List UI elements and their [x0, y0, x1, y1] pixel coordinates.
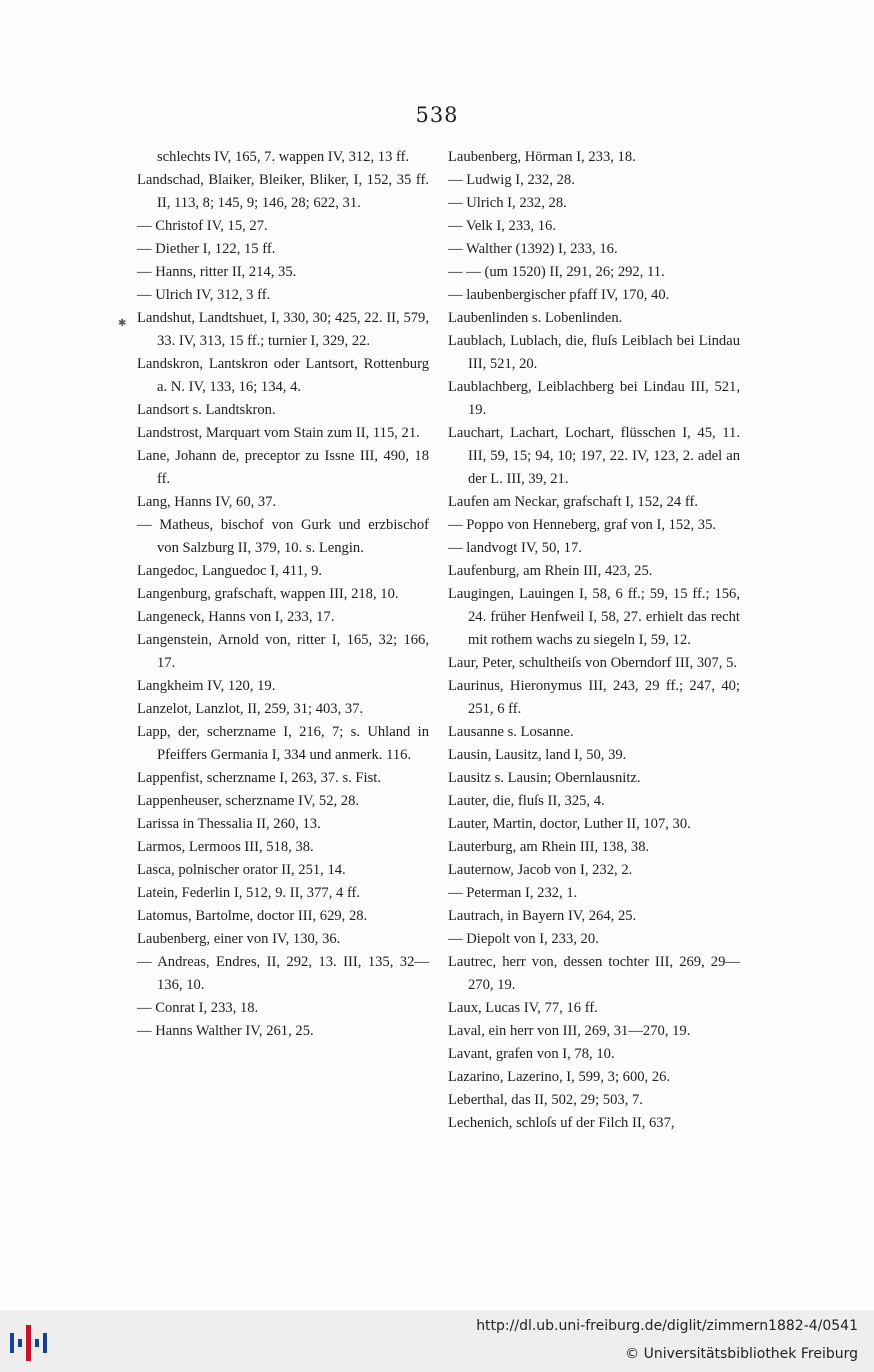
index-column-left: [137, 146, 429, 1043]
index-entry: Landstrost, Marquart vom Stain zum II, 115, 21.: [137, 425, 420, 441]
index-entry: — Walther (1392) I, 233, 16.: [448, 241, 618, 257]
index-entry: Lautrach, in Bayern IV, 264, 25.: [448, 908, 637, 924]
index-entry: Leberthal, das II, 502, 29; 503, 7.: [448, 1092, 643, 1108]
index-entry: Langenstein, Arnold von, ritter I, 165, 32; 166, 17.: [137, 632, 429, 671]
index-entry: Lauter, Martin, doctor, Luther II, 107, 30.: [448, 816, 691, 832]
index-entry: — landvogt IV, 50, 17.: [448, 540, 582, 556]
index-entry: Lauterburg, am Rhein III, 138, 38.: [448, 839, 650, 855]
index-entry: Langeneck, Hanns von I, 233, 17.: [137, 609, 335, 625]
index-entry: Lazarino, Lazerino, I, 599, 3; 600, 26.: [448, 1069, 671, 1085]
index-entry: Laur, Peter, schultheiſs von Oberndorf III, 307, 5.: [448, 655, 738, 671]
index-entry: Lang, Hanns IV, 60, 37.: [137, 494, 277, 510]
index-entry: Laublach, Lublach, die, fluſs Leiblach bei Lindau III, 521, 20.: [448, 333, 740, 372]
index-entry: Laufenburg, am Rhein III, 423, 25.: [448, 563, 653, 579]
index-entry: — — (um 1520) II, 291, 26; 292, 11.: [448, 264, 665, 280]
index-entry: Langenburg, grafschaft, wappen III, 218, 10.: [137, 586, 399, 602]
footer-url-link[interactable]: http://dl.ub.uni-freiburg.de/diglit/zimmern1882-4/0541: [476, 1318, 858, 1334]
index-entry: — Andreas, Endres, II, 292, 13. III, 135, 32—136, 10.: [137, 954, 429, 993]
index-entry: Landskron, Lantskron oder Lantsort, Rottenburg a. N. IV, 133, 16; 134, 4.: [137, 356, 429, 395]
index-entry: Lapp, der, scherzname I, 216, 7; s. Uhland in Pfeiffers Germania I, 334 und anmerk. 116.: [137, 724, 429, 763]
index-entry: — Hanns Walther IV, 261, 25.: [137, 1023, 314, 1039]
index-entry: — Diepolt von I, 233, 20.: [448, 931, 599, 947]
index-column-right: [448, 146, 740, 1135]
index-entry: Lausin, Lausitz, land I, 50, 39.: [448, 747, 627, 763]
index-entry: schlechts IV, 165, 7. wappen IV, 312, 13 ff.: [157, 149, 410, 165]
index-entry: — Hanns, ritter II, 214, 35.: [137, 264, 297, 280]
index-entry: Landsort s. Landtskron.: [137, 402, 276, 418]
index-entry: Lane, Johann de, preceptor zu Issne III, 490, 18 ff.: [137, 448, 429, 487]
index-entry: Landschad, Blaiker, Bleiker, Bliker, I, 152, 35 ff. II, 113, 8; 145, 9; 146, 28; 622, 31.: [137, 172, 429, 211]
index-entry: Lausitz s. Lausin; Obernlausnitz.: [448, 770, 641, 786]
index-entry: Lappenheuser, scherzname IV, 52, 28.: [137, 793, 360, 809]
index-entry: — Ulrich IV, 312, 3 ff.: [137, 287, 271, 303]
index-entry: Larmos, Lermoos III, 518, 38.: [137, 839, 314, 855]
index-entry: — Peterman I, 232, 1.: [448, 885, 578, 901]
index-entry: Latomus, Bartolme, doctor III, 629, 28.: [137, 908, 368, 924]
index-entry: Laubenlinden s. Lobenlinden.: [448, 310, 623, 326]
index-entry: Lappenfist, scherzname I, 263, 37. s. Fist.: [137, 770, 381, 786]
index-entry: Larissa in Thessalia II, 260, 13.: [137, 816, 321, 832]
index-entry: Lauternow, Jacob von I, 232, 2.: [448, 862, 633, 878]
index-entry: Lauter, die, fluſs II, 325, 4.: [448, 793, 605, 809]
index-entry: Latein, Federlin I, 512, 9. II, 377, 4 ff.: [137, 885, 361, 901]
margin-mark: ✱: [118, 318, 127, 329]
index-entry: Laubenberg, einer von IV, 130, 36.: [137, 931, 341, 947]
index-entry: — Matheus, bischof von Gurk und erzbischof von Salzburg II, 379, 10. s. Lengin.: [137, 517, 429, 556]
index-entry: Laval, ein herr von III, 269, 31—270, 19.: [448, 1023, 691, 1039]
index-entry: — Conrat I, 233, 18.: [137, 1000, 259, 1016]
index-entry: — Poppo von Henneberg, graf von I, 152, 35.: [448, 517, 717, 533]
ub-freiburg-logo-icon[interactable]: [8, 1321, 52, 1365]
index-entry: Lautrec, herr von, dessen tochter III, 269, 29—270, 19.: [448, 954, 740, 993]
index-entry: — Ludwig I, 232, 28.: [448, 172, 575, 188]
index-entry: Lausanne s. Losanne.: [448, 724, 574, 740]
index-entry: Langkheim IV, 120, 19.: [137, 678, 276, 694]
index-entry: Laufen am Neckar, grafschaft I, 152, 24 ff.: [448, 494, 698, 510]
index-entry: — laubenbergischer pfaff IV, 170, 40.: [448, 287, 670, 303]
index-entry: — Velk I, 233, 16.: [448, 218, 556, 234]
index-entry: Laugingen, Lauingen I, 58, 6 ff.; 59, 15 ff.; 156, 24. früher Henfweil I, 58, 27. erhielt das recht mit rothem wachs zu siegeln I, 59, 12.: [448, 586, 740, 648]
index-entry: Laublachberg, Leiblachberg bei Lindau III, 521, 19.: [448, 379, 740, 418]
index-entry: — Diether I, 122, 15 ff.: [137, 241, 276, 257]
index-entry: Laux, Lucas IV, 77, 16 ff.: [448, 1000, 598, 1016]
index-entry: Lechenich, schloſs uf der Filch II, 637,: [448, 1115, 675, 1131]
index-entry: — Ulrich I, 232, 28.: [448, 195, 567, 211]
index-entry: Landshut, Landtshuet, I, 330, 30; 425, 22. II, 579, 33. IV, 313, 15 ff.; turnier I, 329, 22.: [137, 310, 429, 349]
footer-copyright: © Universitätsbibliothek Freiburg: [625, 1346, 858, 1362]
index-entry: Langedoc, Languedoc I, 411, 9.: [137, 563, 323, 579]
index-entry: Laubenberg, Hörman I, 233, 18.: [448, 149, 636, 165]
footer-bar: [0, 1310, 874, 1372]
index-entry: Lauchart, Lachart, Lochart, flüsschen I, 45, 11. III, 59, 15; 94, 10; 197, 22. IV, 123, 2. adel an der L. III, 39, 21.: [448, 425, 740, 487]
index-entry: Lavant, grafen von I, 78, 10.: [448, 1046, 615, 1062]
index-entry: Lanzelot, Lanzlot, II, 259, 31; 403, 37.: [137, 701, 364, 717]
index-entry: Laurinus, Hieronymus III, 243, 29 ff.; 247, 40; 251, 6 ff.: [448, 678, 740, 717]
index-entry: Lasca, polnischer orator II, 251, 14.: [137, 862, 346, 878]
page-number: 538: [415, 103, 459, 127]
index-entry: — Christof IV, 15, 27.: [137, 218, 268, 234]
